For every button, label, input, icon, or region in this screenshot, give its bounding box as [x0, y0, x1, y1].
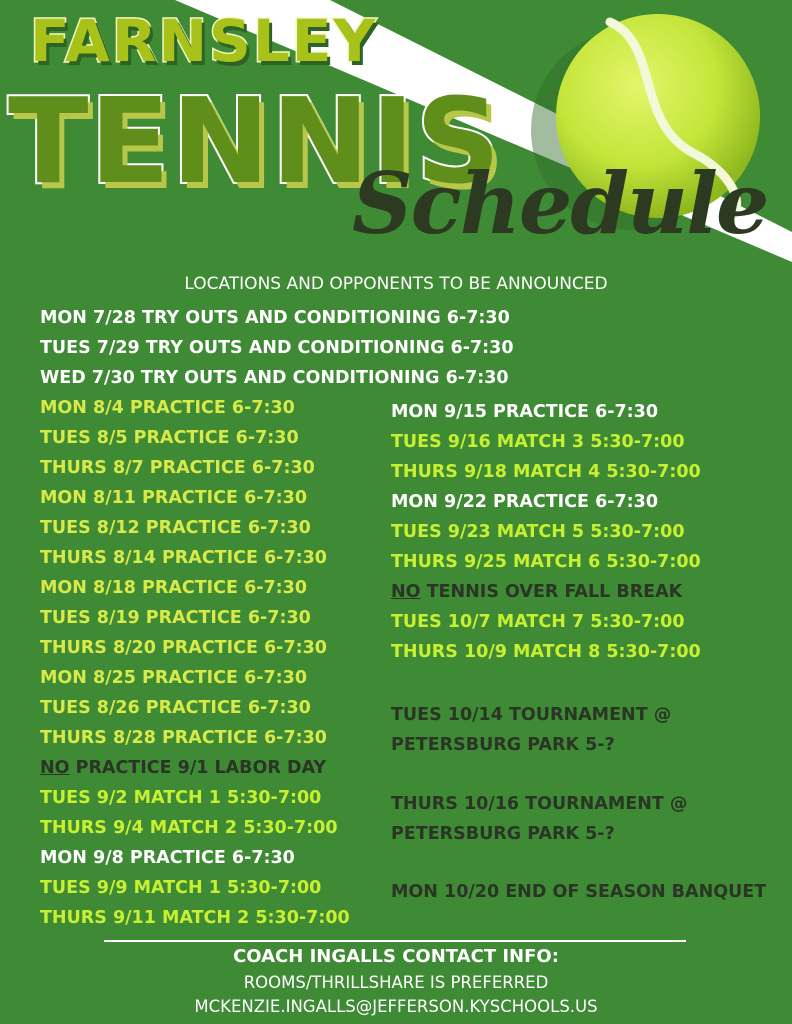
schedule-row-top: TUES 7/29 TRY OUTS AND CONDITIONING 6-7:30: [40, 338, 514, 358]
schedule-row-left: THURS 8/28 PRACTICE 6-7:30: [40, 728, 327, 748]
schedule-row-left: TUES 8/19 PRACTICE 6-7:30: [40, 608, 311, 628]
schedule-row-left: MON 9/8 PRACTICE 6-7:30: [40, 848, 295, 868]
schedule-row-right-no-tennis: [391, 581, 682, 603]
schedule-row-top: MON 7/28 TRY OUTS AND CONDITIONING 6-7:30: [40, 308, 510, 328]
schedule-row-left: TUES 8/12 PRACTICE 6-7:30: [40, 518, 311, 538]
schedule-row-left: MON 8/18 PRACTICE 6-7:30: [40, 578, 308, 598]
schedule-row-right-match: THURS 10/9 MATCH 8 5:30-7:00: [391, 642, 701, 662]
schedule-row-left-no-practice: [40, 757, 326, 779]
schedule-row-right-match: TUES 9/23 MATCH 5 5:30-7:00: [391, 522, 685, 542]
schedule-row-left: MON 8/4 PRACTICE 6-7:30: [40, 398, 295, 418]
no-practice-text: PRACTICE 9/1 LABOR DAY: [69, 758, 327, 778]
contact-email: MCKENZIE.INGALLS@JEFFERSON.KYSCHOOLS.US: [194, 997, 598, 1016]
schedule-row-right-banquet: MON 10/20 END OF SEASON BANQUET: [391, 882, 767, 902]
schedule-row-right: MON 9/15 PRACTICE 6-7:30: [391, 402, 659, 422]
schedule-row-right-tournament-location: PETERSBURG PARK 5-?: [391, 824, 615, 844]
schedule-row-left: MON 8/25 PRACTICE 6-7:30: [40, 668, 308, 688]
schedule-row-right-tournament: THURS 10/16 TOURNAMENT @: [391, 794, 688, 814]
schedule-row-right-match: TUES 10/7 MATCH 7 5:30-7:00: [391, 612, 685, 632]
schedule-row-left: THURS 8/14 PRACTICE 6-7:30: [40, 548, 327, 568]
subtitle-locations: LOCATIONS AND OPPONENTS TO BE ANNOUNCED: [184, 274, 608, 294]
title-schedule-script: Schedule: [352, 154, 768, 253]
schedule-row-right-match: THURS 9/18 MATCH 4 5:30-7:00: [391, 462, 701, 482]
contact-preference: ROOMS/THRILLSHARE IS PREFERRED: [243, 973, 549, 992]
schedule-row-right-tournament: TUES 10/14 TOURNAMENT @: [391, 705, 672, 725]
schedule-row-left-match: THURS 9/11 MATCH 2 5:30-7:00: [40, 908, 350, 928]
title-farnsley: FARNSLEY: [30, 7, 378, 75]
title-tennis: TENNIS: [8, 72, 502, 210]
schedule-row-left: TUES 8/5 PRACTICE 6-7:30: [40, 428, 299, 448]
schedule-row-right-match: THURS 9/25 MATCH 6 5:30-7:00: [391, 552, 701, 572]
contact-title: COACH INGALLS CONTACT INFO:: [233, 946, 559, 967]
no-tennis-text: TENNIS OVER FALL BREAK: [420, 582, 683, 602]
schedule-row-left: THURS 8/7 PRACTICE 6-7:30: [40, 458, 315, 478]
schedule-row-right: MON 9/22 PRACTICE 6-7:30: [391, 492, 659, 512]
schedule-row-left-match: TUES 9/9 MATCH 1 5:30-7:00: [40, 878, 322, 898]
schedule-row-right-tournament-location: PETERSBURG PARK 5-?: [391, 735, 615, 755]
schedule-row-left: THURS 8/20 PRACTICE 6-7:30: [40, 638, 327, 658]
divider-line: [104, 940, 686, 942]
schedule-row-right-match: TUES 9/16 MATCH 3 5:30-7:00: [391, 432, 685, 452]
schedule-row-left: TUES 8/26 PRACTICE 6-7:30: [40, 698, 311, 718]
schedule-row-left-match: TUES 9/2 MATCH 1 5:30-7:00: [40, 788, 322, 808]
schedule-row-left-match: THURS 9/4 MATCH 2 5:30-7:00: [40, 818, 338, 838]
schedule-row-left: MON 8/11 PRACTICE 6-7:30: [40, 488, 308, 508]
no-label: NO: [40, 758, 70, 778]
schedule-row-top: WED 7/30 TRY OUTS AND CONDITIONING 6-7:30: [40, 368, 509, 388]
no-label: NO: [391, 582, 421, 602]
